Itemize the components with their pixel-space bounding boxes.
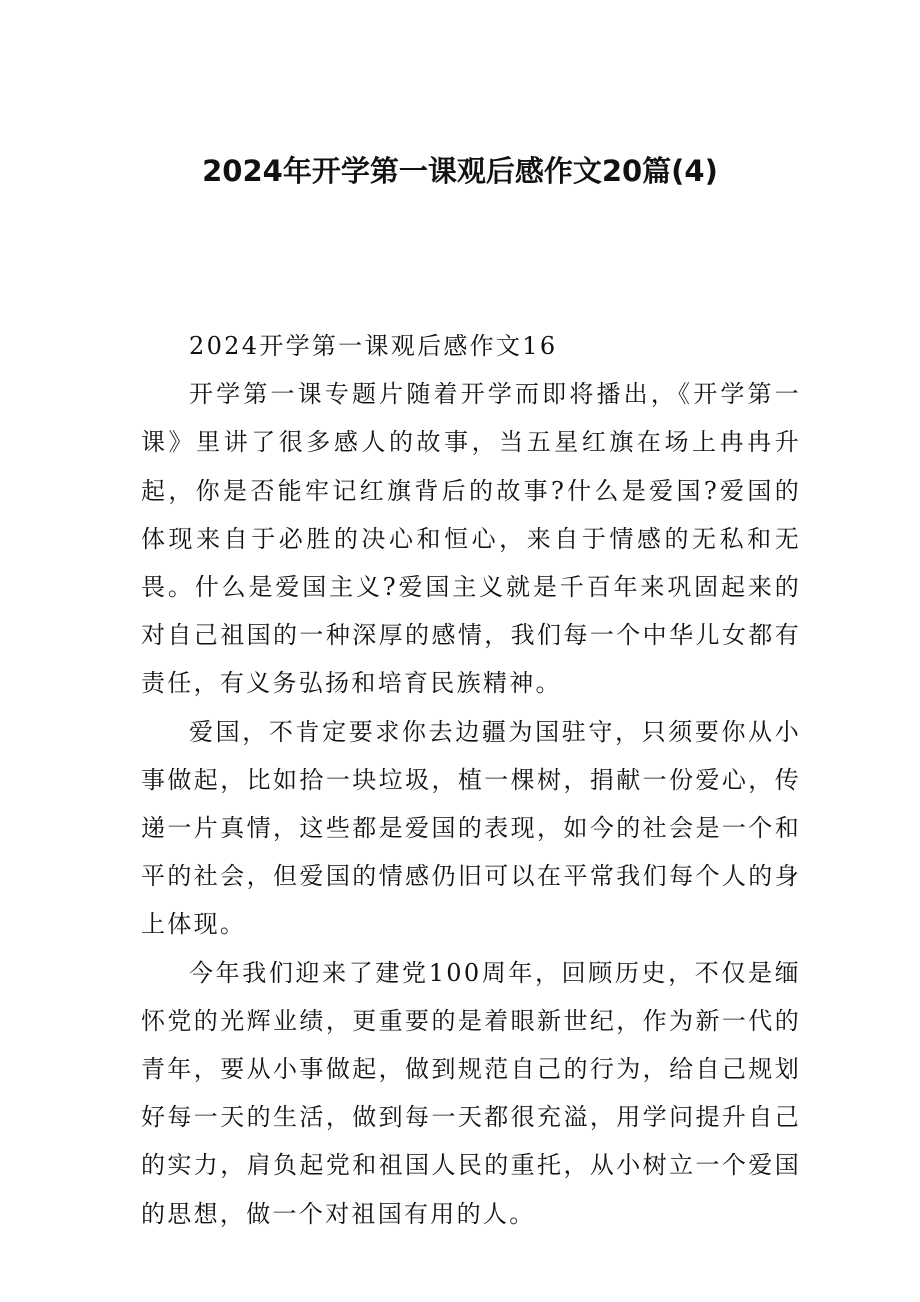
article-subtitle: 2024开学第一课观后感作文16 <box>189 332 558 360</box>
article-body <box>141 322 801 1238</box>
paragraph: 爱国，不肯定要求你去边疆为国驻守，只须要你从小事做起，比如拾一块垃圾，植一棵树，捐献一份爱心，传递一片真情，这些都是爱国的表现，如今的社会是一个和平的社会，但爱国的情感仍旧可以在平常我们每个人的身上体现。 <box>141 717 801 939</box>
paragraph: 今年我们迎来了建党100周年，回顾历史，不仅是缅怀党的光辉业绩，更重要的是着眼新世纪，作为新一代的青年，要从小事做起，做到规范自己的行为，给自己规划好每一天的生活，做到每一天都很充溢，用学问提升自己的实力，肩负起党和祖国人民的重托，从小树立一个爱国的思想，做一个对祖国有用的人。 <box>141 958 801 1228</box>
paragraph: 开学第一课专题片随着开学而即将播出，《开学第一课》里讲了很多感人的故事，当五星红旗在场上冉冉升起，你是否能牢记红旗背后的故事?什么是爱国?爱国的体现来自于必胜的决心和恒心，来自于情感的无私和无畏。什么是爱国主义?爱国主义就是千百年来巩固起来的对自己祖国的一种深厚的感情，我们每一个中华儿女都有责任，有义务弘扬和培育民族精神。 <box>141 380 801 698</box>
document-title: 2024年开学第一课观后感作文20篇(4) <box>202 154 718 188</box>
